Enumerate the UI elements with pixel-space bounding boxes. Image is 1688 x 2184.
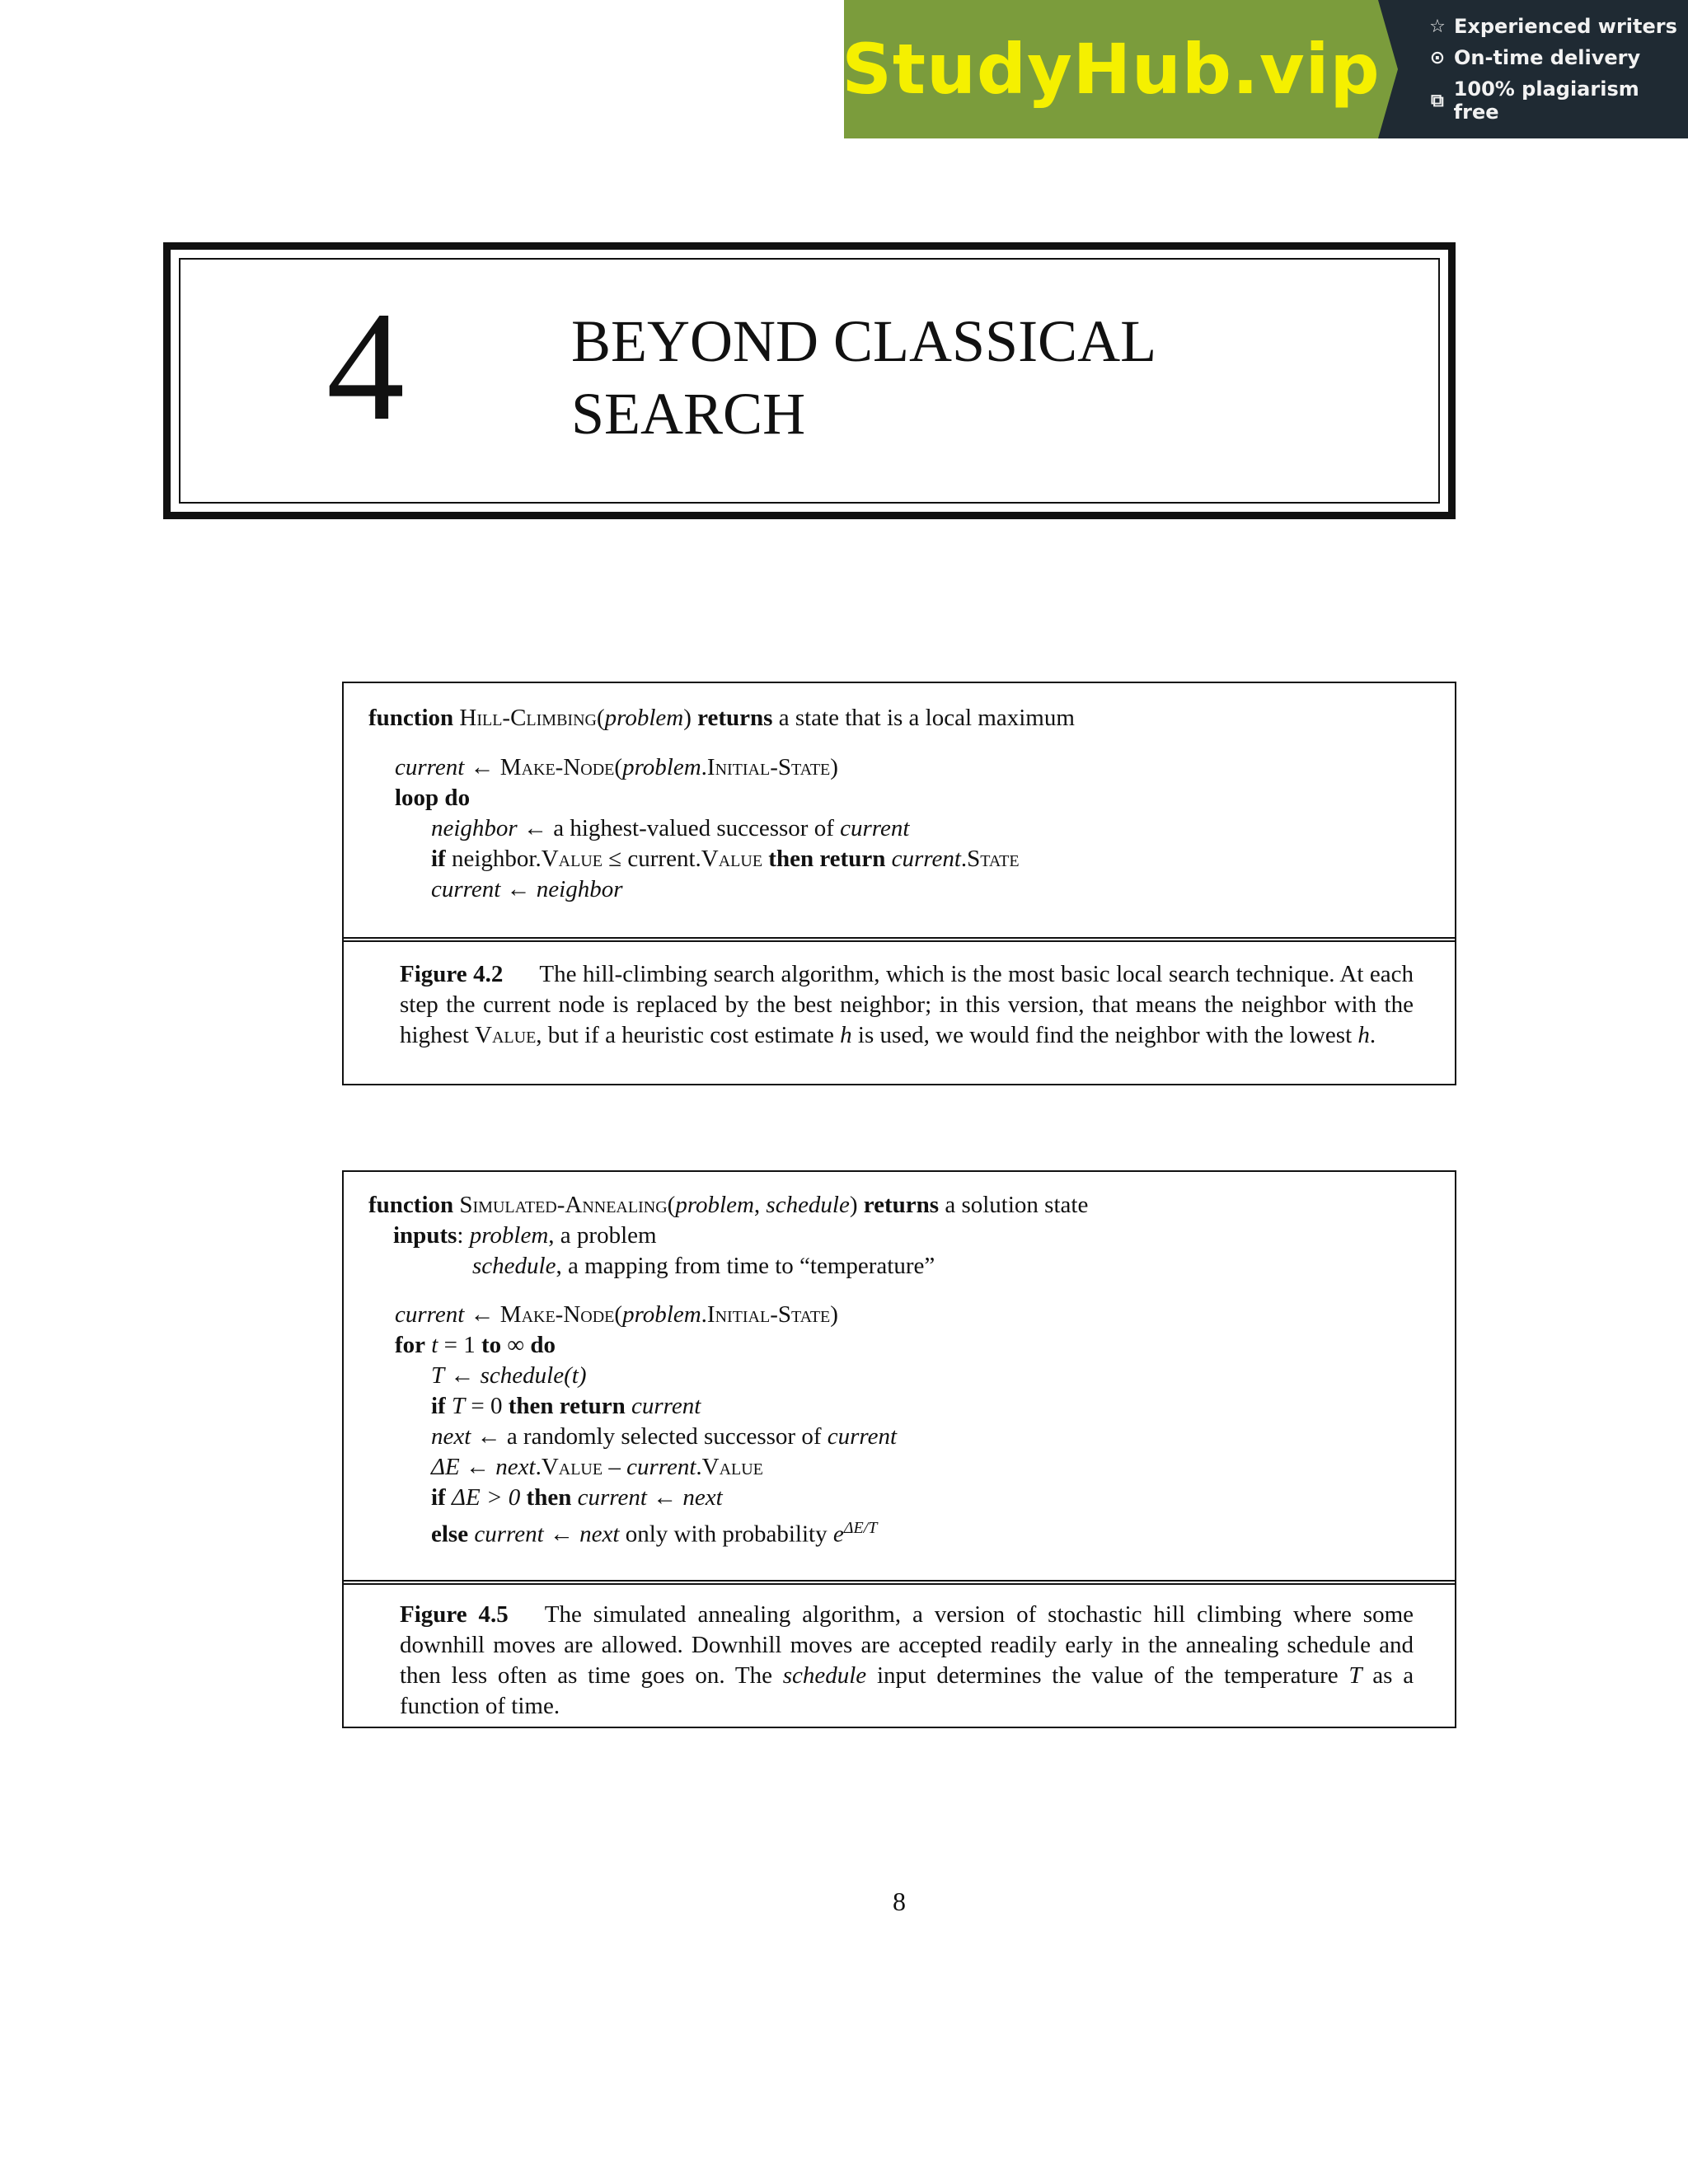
infinity-symbol: ∞ [507,1332,525,1358]
keyword-if: if [431,1484,446,1511]
pseudocode-line [395,783,470,813]
func-call: Make-Node [499,754,615,780]
keyword-to: to [481,1332,502,1358]
text: = 0 [471,1393,503,1419]
condition: ΔE > 0 [451,1484,521,1511]
var: current [840,815,910,841]
keyword-if: if [431,1393,446,1419]
keyword-then-return: then return [508,1393,626,1419]
keyword-inputs: inputs [393,1222,457,1249]
pseudocode-line: current ← Make-Node(problem.Initial-State) [395,1301,838,1328]
var: neighbor [431,815,518,841]
returns-desc: a state that is a local maximum [778,705,1075,731]
var: current [395,754,465,780]
page-number: 8 [893,1886,906,1916]
var: next [495,1454,536,1480]
assign-arrow: ← [476,1423,501,1450]
pseudocode-line: function Simulated-Annealing(problem, schedule) returns a solution state [368,1192,1089,1218]
var: T [451,1393,466,1419]
text: , a problem [548,1222,657,1249]
var: current [577,1484,647,1511]
assign-arrow: ← [506,876,531,902]
keyword-for: for [395,1332,426,1358]
var: problem [622,754,701,780]
caption-text: , but if a heuristic cost estimate [536,1022,834,1048]
var: t [431,1332,438,1358]
function-name: Simulated-Annealing [459,1192,668,1218]
figure-caption [400,1600,1414,1722]
caption-text: . [1369,1022,1376,1048]
text: current. [627,846,701,872]
chapter-title [571,305,1313,450]
assign-arrow: ← [470,1301,495,1328]
expression: schedule(t) [480,1362,587,1389]
banner-feature [1428,46,1688,69]
var: current [431,876,501,902]
var: current [631,1393,701,1419]
banner-logo[interactable]: StudyHub.vip [842,29,1381,110]
figure-separator [344,1580,1455,1585]
chapter-title-line: BEYOND CLASSICAL [571,308,1157,374]
exp-base: e [832,1521,844,1548]
keyword-loop: loop do [395,785,471,811]
delta-var: ΔE [431,1454,460,1480]
caption-text: is used, we would find the neighbor with the lowest [857,1022,1353,1048]
figure-separator [344,937,1455,942]
text: a highest-valued successor of [553,815,834,841]
text: , a mapping from time to “temperature” [556,1253,935,1279]
pseudocode-line [431,813,909,843]
pseudocode-line: function Hill-Climbing(problem) returns a state that is a local maximum [368,705,1075,731]
assign-arrow: ← [450,1362,475,1389]
keyword-returns: returns [863,1192,940,1218]
text: = 1 [443,1332,476,1358]
banner-feature-text: Experienced writers [1454,15,1677,38]
field: Value [541,846,603,872]
pseudocode-line [431,1391,701,1421]
caption-term: Value [475,1022,537,1048]
pseudocode-line [431,1513,877,1549]
pseudocode-line: if neighbor.Value ≤ current.Value then return current.State [431,846,1020,872]
assign-arrow: ← [470,754,495,780]
banner-logo-panel[interactable] [842,0,1381,138]
caption-math: h [1357,1022,1370,1048]
assign-arrow: ← [523,815,547,841]
keyword-do: do [530,1332,556,1358]
caption-text: The hill-climbing search algorithm, which is the most basic local search technique. At each step the current node is replaced by the best neighbor; in this version, that means the neighbor with the highest [400,961,1414,1048]
banner-features [1378,0,1688,138]
var: current [395,1301,465,1328]
banner-feature [1428,77,1688,124]
param: schedule [766,1192,850,1218]
keyword-if: if [431,846,446,872]
field: Value [701,1454,763,1480]
keyword-returns: returns [697,705,773,731]
assign-arrow: ← [549,1521,574,1548]
field: State [967,846,1020,872]
field: Initial-State [706,754,831,780]
pseudocode-line: current ← Make-Node(problem.Initial-State) [395,754,838,780]
caption-text: input determines the value of the temperature [876,1662,1339,1689]
simulated-annealing-figure [342,1170,1456,1728]
pseudocode-line: inputs: problem, a problem [393,1222,657,1249]
keyword-function: function [368,1192,454,1218]
pseudocode-line [431,1422,897,1451]
pseudocode-line: ΔE ← next.Value – current.Value [431,1454,763,1480]
caption-math: T [1348,1662,1362,1689]
var: next [682,1484,723,1511]
function-name: Hill-Climbing [459,705,597,731]
operator: ≤ [608,846,622,872]
caption-math: schedule [782,1662,867,1689]
keyword-then: then [526,1484,572,1511]
star-icon: ☆ [1429,16,1446,37]
chapter-number: 4 [326,280,405,453]
func-call: Make-Node [499,1301,615,1328]
keyword-else: else [431,1521,469,1548]
chapter-title-line: SEARCH [571,381,806,447]
text: only with probability [625,1521,828,1548]
hill-climbing-figure [342,682,1456,1085]
banner-feature [1428,15,1688,38]
var: problem [469,1222,549,1249]
field: Value [701,846,763,872]
var: problem [622,1301,701,1328]
caption-text: The simulated annealing algorithm, a version of stochastic hill climbing where some downhill moves are allowed. Downhill moves are accepted readily early in the annealing schedule and then less often as time goes on. The [400,1601,1414,1689]
var: current [891,846,961,872]
ad-banner[interactable] [844,0,1688,138]
pseudocode-line [431,874,623,904]
assign-arrow: ← [466,1454,490,1480]
banner-arrow-shape [1378,0,1398,138]
copy-icon: ⧉ [1430,90,1444,111]
caption-text: as a function of time. [400,1662,1414,1719]
var: next [579,1521,620,1548]
var: neighbor [536,876,623,902]
field: Value [541,1454,603,1480]
var: current [626,1454,696,1480]
assign-arrow: ← [653,1484,678,1511]
var: current [474,1521,544,1548]
figure-label: Figure 4.2 [400,961,504,987]
var: T [431,1362,445,1389]
figure-label: Figure 4.5 [400,1601,509,1628]
pseudocode-line [431,1483,723,1512]
var: schedule [472,1253,556,1279]
returns-desc: a solution state [945,1192,1089,1218]
keyword-then-return: then return [768,846,886,872]
operator: – [608,1454,621,1480]
param: problem [675,1192,754,1218]
field: Initial-State [706,1301,831,1328]
banner-feature-text: On-time delivery [1454,46,1641,69]
banner-feature-text: 100% plagiarism free [1453,77,1639,124]
var: next [431,1423,471,1450]
pseudocode-line [472,1251,935,1281]
pseudocode-line [395,1330,556,1360]
keyword-function: function [368,705,454,731]
clock-icon: ⊙ [1429,47,1446,68]
text: a randomly selected successor of [506,1423,822,1450]
pseudocode-line [431,1361,586,1390]
text: neighbor. [451,846,542,872]
param: problem [604,705,684,731]
figure-caption [400,959,1414,1051]
exponent: ΔE/T [843,1519,878,1537]
var: current [827,1423,898,1450]
caption-math: h [840,1022,852,1048]
